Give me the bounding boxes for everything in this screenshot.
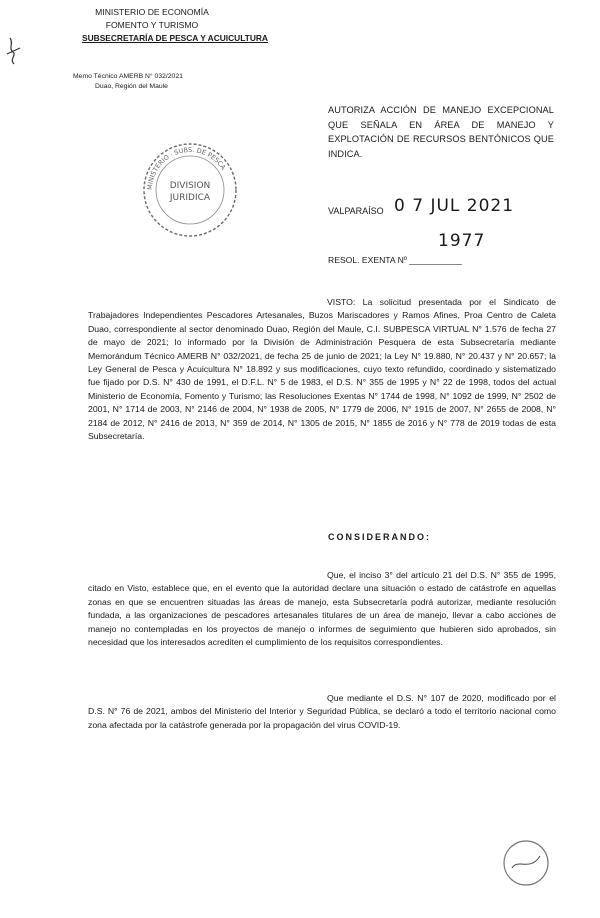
subsecretaria-name: SUBSECRETARÍA DE PESCA Y ACUICULTURA [82, 33, 268, 43]
corner-stamp [500, 838, 552, 888]
stamp-line-2: JURIDICA [169, 193, 211, 203]
handwritten-initial [4, 34, 28, 70]
ministry-name: MINISTERIO DE ECONOMÍA [95, 7, 209, 17]
ministry-subtitle: FOMENTO Y TURISMO [105, 20, 199, 30]
stamp-line-1: DIVISION [169, 181, 211, 191]
resolution-label: RESOL. EXENTA Nº ___________ [328, 255, 462, 265]
dateline-date: 0 7 JUL 2021 [394, 196, 515, 216]
visto-paragraph: VISTO: La solicitud presentada por el Sindicato de Trabajadores Independientes Pescadores Artesanales, Buzos Mariscadores y Ramos Afines, Proa Centro de Caleta Duao, correspondiente al sector denominado Duao, Región del Maule, C.I. SUBPESCA VIRTUAL N° 1.576 de fecha 27 de mayo de 2021; lo informado por la División de Administración Pesquera de esta Subsecretaría mediante Memorándum Técnico AMERB N° 032/2021, de fecha 25 de junio de 2021; la Ley N° 19.880, N° 20.437 y N° 20.657; la Ley General de Pesca y Acuicultura N° 18.892 y sus modificaciones, cuyo texto refundido, coordinado y sistematizado fue fijado por D.S. N° 430 de 1991, el D.F.L. N° 5 de 1983, el D.S. N° 355 de 1995 y N° 22 de 1998, todos del actual Ministerio de Economía, Fomento y Turismo; las Resoluciones Exentas N° 1744 de 1998, N° 1092 de 1999, N° 2502 de 2001, N° 1714 de 2003, N° 2146 de 2004, N° 1938 de 2005, N° 1779 de 2006, N° 1915 de 2007, N° 2655 de 2008, N° 2184 de 2012, N° 2416 de 2013, N° 359 de 2014, N° 1305 de 2015, N° 1855 de 2016 y N° 778 de 2019 todas de esta Subsecretaría. [88, 297, 556, 442]
considerando-paragraph-2: Que mediante el D.S. N° 107 de 2020, modificado por el D.S. N° 76 de 2021, ambos del Ministerio del Interior y Seguridad Pública, se declaró a todo el territorio nacional como zona afectada por la catástrofe generada por la propagación del virus COVID-19. [88, 693, 556, 730]
division-juridica-stamp [140, 140, 240, 240]
considerando-heading: CONSIDERANDO: [328, 532, 432, 542]
place-reference: Duao, Región del Maule [95, 83, 168, 90]
resolution-number: 1977 [438, 231, 486, 251]
memo-reference: Memo Técnico AMERB N° 032/2021 [73, 73, 183, 80]
svg-text:MINISTERIO · SUBS. DE PESCA: MINISTERIO · SUBS. DE PESCA [145, 145, 228, 191]
resolution-subject: AUTORIZA ACCIÓN DE MANEJO EXCEPCIONAL QUE SEÑALA EN ÁREA DE MANEJO Y EXPLOTACIÓN DE RECURSOS BENTÓNICOS QUE INDICA. [328, 105, 554, 159]
considerando-paragraph-1: Que, el inciso 3° del artículo 21 del D.S. N° 355 de 1995, citado en Visto, establece que, en el evento que la autoridad declare una situación o estado de catástrofe en aquellas zonas en que se encuentren situadas las áreas de manejo, esta Subsecretaría podrá autorizar, mediante resolución fundada, a las organizaciones de pescadores artesanales titulares de un área de manejo, llevar a cabo acciones de manejo no contempladas en los proyectos de manejo o informes de seguimiento que hubieren sido aprobados, sin necesidad que los interesados acrediten el cumplimiento de los requisitos correspondientes. [88, 570, 556, 648]
dateline-city: VALPARAÍSO [328, 206, 384, 216]
